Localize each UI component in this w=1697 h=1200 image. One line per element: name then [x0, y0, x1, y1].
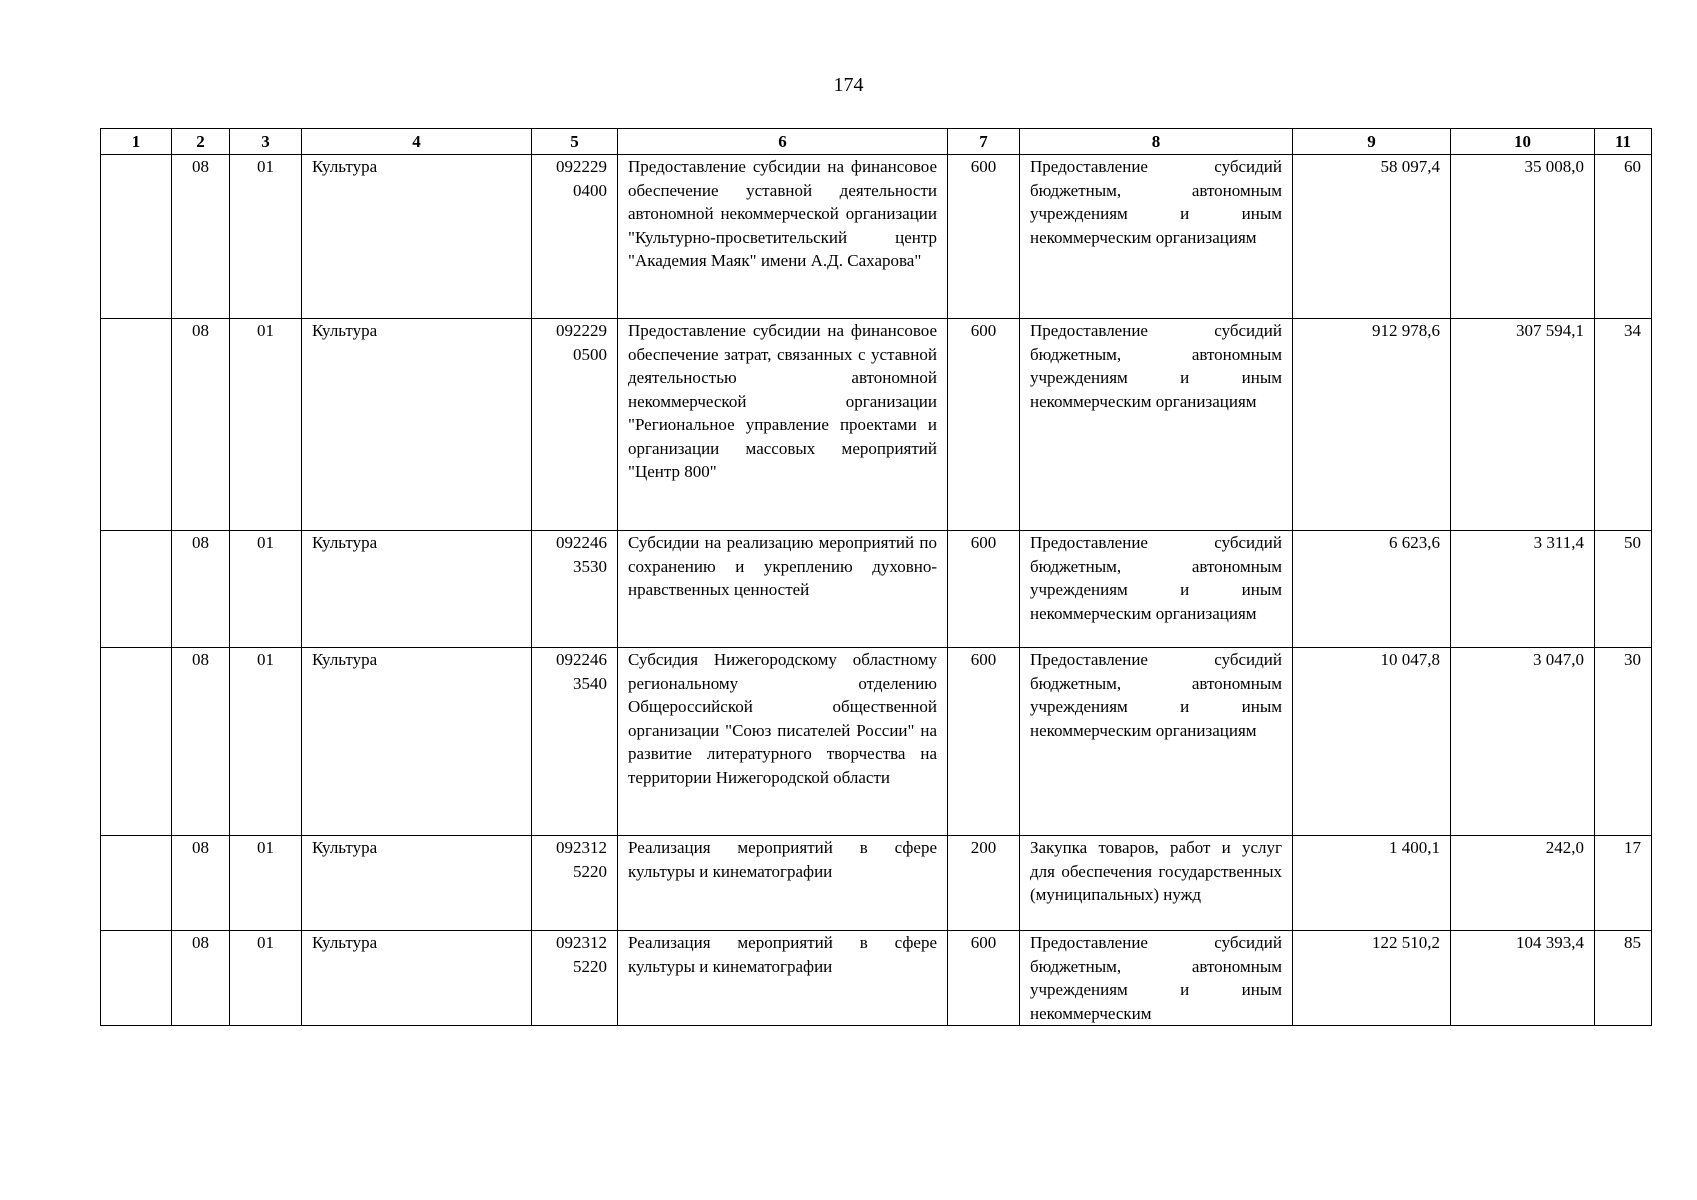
amount-col10-cell: 242,0: [1451, 836, 1595, 931]
percent-cell: 17: [1595, 836, 1652, 931]
expense-type-code-cell: 600: [948, 155, 1020, 319]
amount-col9-cell: 58 097,4: [1293, 155, 1451, 319]
amount-col9-cell: 912 978,6: [1293, 319, 1451, 531]
amount-col10-cell: 3 047,0: [1451, 648, 1595, 836]
amount-col9-cell: 1 400,1: [1293, 836, 1451, 931]
section-code-cell: 08: [172, 319, 230, 531]
target-code-part1: 092312: [556, 838, 607, 857]
section-code-cell: 08: [172, 531, 230, 648]
target-code-part1: 092312: [556, 933, 607, 952]
target-code-part2: 0500: [573, 344, 607, 364]
section-name-cell: Культура: [302, 319, 532, 531]
target-code-cell: [532, 648, 618, 836]
budget-table: [100, 128, 1652, 1026]
subsection-code-cell: 01: [230, 155, 302, 319]
percent-cell: 85: [1595, 931, 1652, 1026]
header-cell: 8: [1020, 129, 1293, 155]
expense-type-name-cell: Предоставление субсидий бюджетным, автономным учреждениям и иным некоммерческим организациям: [1020, 531, 1293, 648]
subsection-code-cell: 01: [230, 531, 302, 648]
section-name-cell: Культура: [302, 836, 532, 931]
header-row: [101, 129, 1652, 155]
expense-type-name-cell: Предоставление субсидий бюджетным, автономным учреждениям и иным некоммерческим организациям: [1020, 155, 1293, 319]
percent-cell: 30: [1595, 648, 1652, 836]
header-cell: 3: [230, 129, 302, 155]
header-cell: 6: [618, 129, 948, 155]
header-cell: 4: [302, 129, 532, 155]
percent-cell: 34: [1595, 319, 1652, 531]
section-name-cell: Культура: [302, 155, 532, 319]
expense-type-code-cell: 600: [948, 648, 1020, 836]
header-cell: 2: [172, 129, 230, 155]
target-code-cell: [532, 155, 618, 319]
subsection-code-cell: 01: [230, 836, 302, 931]
page-number: 174: [833, 74, 864, 96]
table-row: [101, 648, 1652, 836]
col1-cell: [101, 531, 172, 648]
col1-cell: [101, 155, 172, 319]
expense-type-name-cell: Предоставление субсидий бюджетным, автономным учреждениям и иным некоммерческим организациям: [1020, 648, 1293, 836]
table-row: [101, 836, 1652, 931]
amount-col10-cell: 35 008,0: [1451, 155, 1595, 319]
subsection-code-cell: 01: [230, 648, 302, 836]
target-code-cell: [532, 836, 618, 931]
target-description-cell: Реализация мероприятий в сфере культуры и кинематографии: [618, 836, 948, 931]
expense-type-code-cell: 600: [948, 319, 1020, 531]
target-code-part2: 3530: [573, 556, 607, 576]
amount-col9-cell: 10 047,8: [1293, 648, 1451, 836]
expense-type-name-cell: Закупка товаров, работ и услуг для обеспечения государственных (муниципальных) нужд: [1020, 836, 1293, 931]
target-description-cell: Субсидии на реализацию мероприятий по сохранению и укреплению духовно-нравственных ценностей: [618, 531, 948, 648]
expense-type-name-cell: Предоставление субсидий бюджетным, автономным учреждениям и иным некоммерческим: [1020, 931, 1293, 1026]
table-row: [101, 531, 1652, 648]
amount-col9-cell: 122 510,2: [1293, 931, 1451, 1026]
header-cell: 7: [948, 129, 1020, 155]
amount-col9-cell: 6 623,6: [1293, 531, 1451, 648]
col1-cell: [101, 931, 172, 1026]
target-code-part2: 5220: [573, 861, 607, 881]
target-code-part2: 0400: [573, 180, 607, 200]
header-cell: 5: [532, 129, 618, 155]
section-name-cell: Культура: [302, 648, 532, 836]
target-code-part2: 3540: [573, 673, 607, 693]
section-code-cell: 08: [172, 155, 230, 319]
target-description-cell: Субсидия Нижегородскому областному региональному отделению Общероссийской общественной организации "Союз писателей России" на развитие литературного творчества на территории Нижегородской области: [618, 648, 948, 836]
target-code-part1: 092229: [556, 157, 607, 176]
target-code-cell: [532, 319, 618, 531]
target-code-part1: 092246: [556, 650, 607, 669]
header-cell: 1: [101, 129, 172, 155]
target-code-part1: 092246: [556, 533, 607, 552]
target-description-cell: Реализация мероприятий в сфере культуры и кинематографии: [618, 931, 948, 1026]
amount-col10-cell: 307 594,1: [1451, 319, 1595, 531]
subsection-code-cell: 01: [230, 931, 302, 1026]
target-code-part2: 5220: [573, 956, 607, 976]
section-code-cell: 08: [172, 836, 230, 931]
header-cell: 9: [1293, 129, 1451, 155]
expense-type-code-cell: 600: [948, 931, 1020, 1026]
amount-col10-cell: 104 393,4: [1451, 931, 1595, 1026]
target-code-part1: 092229: [556, 321, 607, 340]
section-code-cell: 08: [172, 931, 230, 1026]
target-code-cell: [532, 531, 618, 648]
header-cell: 10: [1451, 129, 1595, 155]
section-code-cell: 08: [172, 648, 230, 836]
target-code-cell: [532, 931, 618, 1026]
table-row: [101, 319, 1652, 531]
expense-type-code-cell: 600: [948, 531, 1020, 648]
target-description-cell: Предоставление субсидии на финансовое обеспечение затрат, связанных с уставной деятельностью автономной некоммерческой организации "Региональное управление проектами и организации массовых мероприятий "Центр 800": [618, 319, 948, 531]
header-cell: 11: [1595, 129, 1652, 155]
section-name-cell: Культура: [302, 531, 532, 648]
percent-cell: 50: [1595, 531, 1652, 648]
section-name-cell: Культура: [302, 931, 532, 1026]
amount-col10-cell: 3 311,4: [1451, 531, 1595, 648]
percent-cell: 60: [1595, 155, 1652, 319]
table-row: [101, 931, 1652, 1026]
target-description-cell: Предоставление субсидии на финансовое обеспечение уставной деятельности автономной некоммерческой организации "Культурно-просветительский центр "Академия Маяк" имени А.Д. Сахарова": [618, 155, 948, 319]
expense-type-code-cell: 200: [948, 836, 1020, 931]
col1-cell: [101, 648, 172, 836]
table-row: [101, 155, 1652, 319]
col1-cell: [101, 319, 172, 531]
subsection-code-cell: 01: [230, 319, 302, 531]
col1-cell: [101, 836, 172, 931]
expense-type-name-cell: Предоставление субсидий бюджетным, автономным учреждениям и иным некоммерческим организациям: [1020, 319, 1293, 531]
